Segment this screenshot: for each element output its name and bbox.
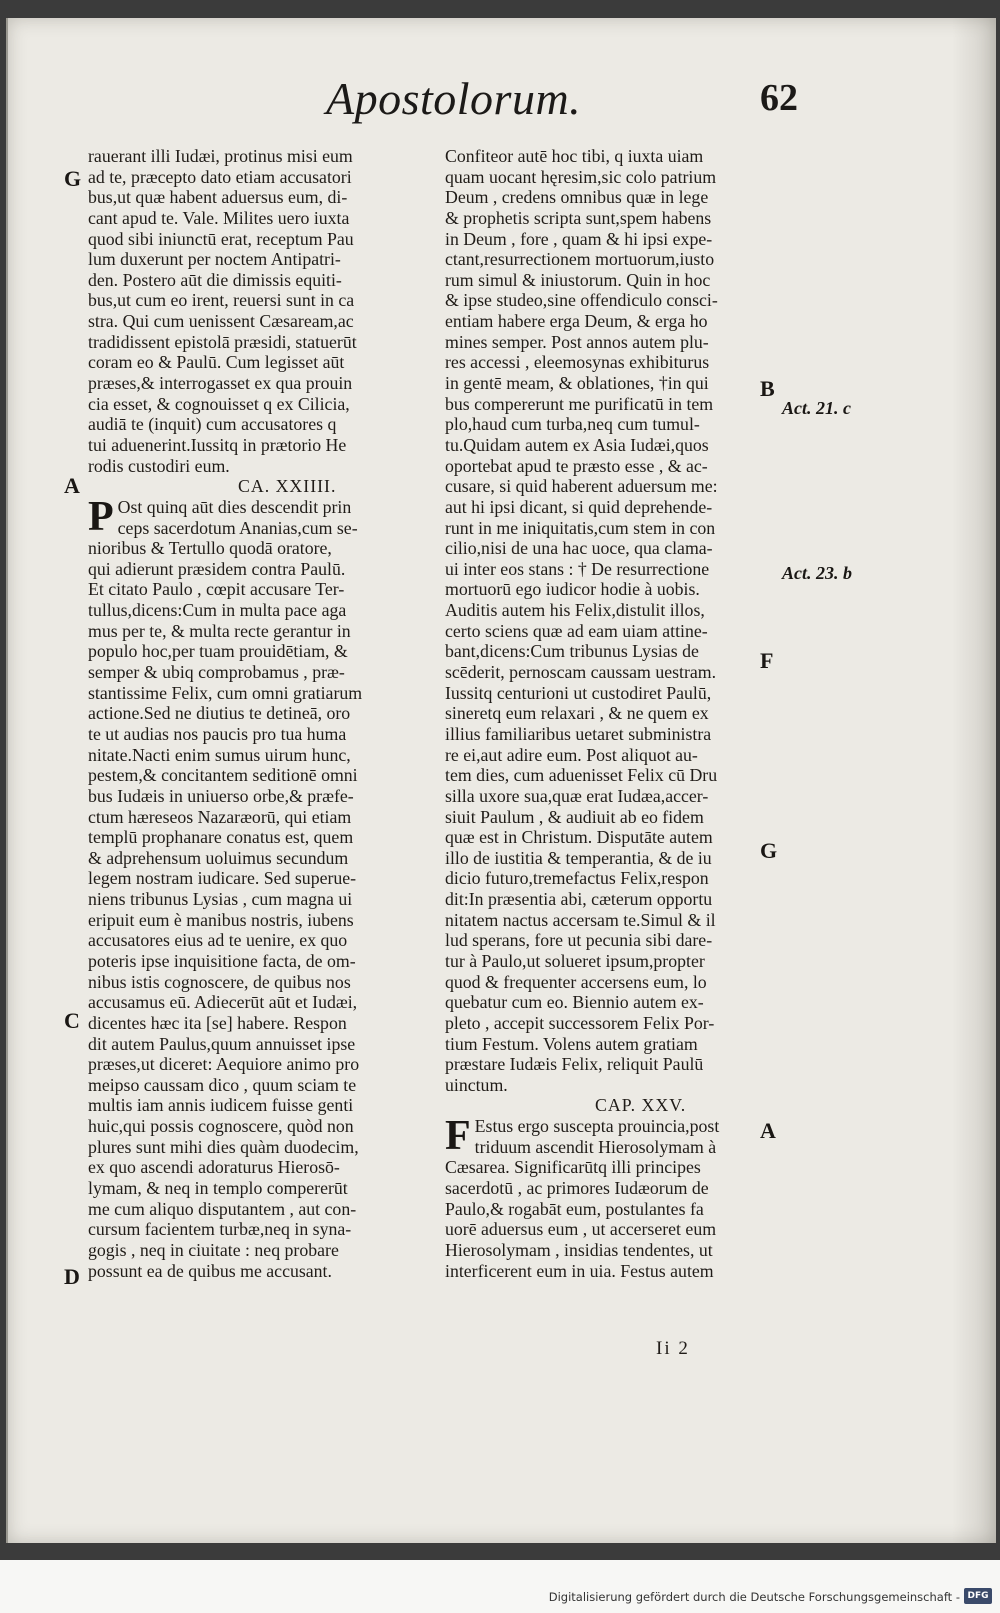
- footer-credit: Digitalisierung gefördert durch die Deutsche Forschungsgemeinschaft -: [548, 1590, 960, 1604]
- right-line: tur à Paulo,ut solueret ipsum,propter: [445, 950, 705, 971]
- left-line: cia esset, & cognouisset q ex Cilicia,: [88, 393, 350, 414]
- right-line: res accessi , eleemosynas exhibiturus: [445, 352, 710, 373]
- left-chapter-line: poteris ipse inquisitione facta, de om-: [88, 950, 356, 971]
- left-chapter-line: pestem,& concitantem seditionē omni: [88, 765, 358, 786]
- left-line: rauerant illi Iudæi, protinus misi eum: [88, 146, 353, 166]
- right-chapter-line: triduum ascendit Hierosolymam à: [474, 1136, 717, 1157]
- left-chapter-line: actione.Sed ne diutius te detineā, oro: [88, 703, 351, 724]
- left-chapter-line: Et citato Paulo , cœpit accusare Ter-: [88, 579, 345, 600]
- right-line: tem dies, cum aduenisset Felix cū Dru: [445, 765, 718, 786]
- right-chapter-line: Estus ergo suscepta prouincia,post: [474, 1116, 720, 1137]
- left-chapter-line: ceps sacerdotum Ananias,cum se-: [117, 517, 358, 538]
- left-line: stra. Qui cum uenissent Cæsaream,ac: [88, 311, 354, 332]
- left-line: den. Postero aūt die dimissis equiti-: [88, 269, 342, 290]
- left-chapter-line: Ost quinq aūt dies descendit prin: [117, 496, 352, 517]
- left-chapter-line: niens tribunus Lysias , cum magna ui: [88, 889, 353, 910]
- right-line: bant,dicens:Cum tribunus Lysias de: [445, 641, 699, 662]
- left-chapter-line: accusamus eū. Adiecerūt aūt et Iudæi,: [88, 992, 358, 1013]
- margin-letter-f: F: [760, 648, 774, 673]
- left-line: coram eo & Paulū. Cum legisset aūt: [88, 352, 345, 373]
- running-head: Apostolorum.: [326, 73, 582, 124]
- right-line: plo,haud cum turba,neq cum tumul-: [445, 414, 700, 435]
- left-chapter-line: legem nostram iudicare. Sed superue-: [88, 868, 357, 889]
- right-line: illius familiaribus uetaret subministra: [445, 723, 712, 744]
- left-chapter-line: huic,qui possis cognoscere, quòd non: [88, 1116, 354, 1137]
- left-chapter-line: nitate.Nacti enim sumus uirum hunc,: [88, 744, 351, 765]
- right-line: entiam habere erga Deum, & erga ho: [445, 311, 708, 332]
- right-chapter-heading: CAP. XXV.: [595, 1095, 687, 1116]
- left-chapter-line: accusatores eius ad te uenire, ex quo: [88, 930, 348, 951]
- right-line: dicio futuro,tremefactus Felix,respon: [445, 868, 709, 889]
- margin-letter-c: C: [64, 1008, 80, 1033]
- left-chapter-line: ex quo ascendi adoraturus Hierosō-: [88, 1157, 340, 1178]
- right-line: quebatur cum eo. Biennio autem ex-: [445, 992, 704, 1013]
- left-line: lum duxerunt per noctem Antipatri-: [88, 249, 341, 270]
- right-line: bus compererunt me purificatū in tem: [445, 393, 714, 414]
- left-chapter-line: me cum aliquo disputantem , aut con-: [88, 1198, 357, 1219]
- right-chapter-line: sacerdotū , ac primores Iudæorum de: [445, 1178, 709, 1199]
- right-line: uinctum.: [445, 1074, 508, 1095]
- right-line: siuit Paulum , & audiuit ab eo fidem: [445, 806, 704, 827]
- right-line: tu.Quidam autem ex Asia Iudæi,quos: [445, 434, 709, 455]
- left-line: bus,ut quæ habent aduersus eum, di-: [88, 187, 348, 208]
- right-line: sineretq eum relaxari , & ne quem ex: [445, 703, 709, 724]
- margin-letter-a-right: A: [760, 1118, 776, 1143]
- right-line: præstare Iudæis Felix, reliquit Paulū: [445, 1054, 704, 1075]
- right-line: quæ est in Christum. Disputāte autem: [445, 827, 713, 848]
- right-line: Auditis autem his Felix,distulit illos,: [445, 600, 705, 621]
- margin-reference-1: Act. 21. c: [782, 398, 851, 418]
- right-line: Iussitq centurioni ut custodiret Paulū,: [445, 682, 712, 703]
- right-line: ctant,resurrectionem mortuorum,iusto: [445, 249, 715, 270]
- left-chapter-line: cursum facientem turbæ,neq in syna-: [88, 1219, 352, 1240]
- left-chapter-line: meipso caussam dico , quum sciam te: [88, 1074, 357, 1095]
- margin-reference-2: Act. 23. b: [782, 563, 852, 583]
- right-chapter-line: Hierosolymam , insidias tendentes, ut: [445, 1239, 713, 1260]
- right-line: mortuorū ego iudicor hodie à uobis.: [445, 579, 700, 600]
- left-line: ad te, præcepto dato etiam accusatori: [88, 166, 352, 187]
- left-drop-initial: P: [88, 493, 114, 540]
- left-chapter-line: tullus,dicens:Cum in multa pace aga: [88, 600, 347, 621]
- right-line: illo de iustitia & temperantia, & de iu: [445, 847, 712, 868]
- right-line: lud sperans, fore ut pecunia sibi dare-: [445, 930, 713, 951]
- right-line: aut hi ipsi dicant, si quid deprehende-: [445, 496, 713, 517]
- left-chapter-line: gogis , neq in ciuitate : neq probare: [88, 1239, 339, 1260]
- right-line: cilio,nisi de una hac uoce, qua clama-: [445, 538, 713, 559]
- left-chapter-line: præses,ut diceret: Aequiore animo pro: [88, 1054, 360, 1075]
- right-line: rum simul & iniustorum. Quin in hoc: [445, 269, 711, 290]
- page-number: 62: [760, 77, 798, 119]
- left-chapter-line: dicentes hæc ita [se] habere. Respon: [88, 1012, 347, 1033]
- right-chapter-line: Cæsarea. Significarūtq illi principes: [445, 1157, 701, 1178]
- signature-mark: Ii 2: [656, 1338, 690, 1359]
- right-line: tium Festum. Volens autem gratiam: [445, 1033, 698, 1054]
- left-line: quod sibi iniunctū erat, receptum Pau: [88, 228, 354, 249]
- left-chapter-line: bus Iudæis in uniuerso orbe,& præfe-: [88, 785, 354, 806]
- left-line: præses,& interrogasset ex qua prouin: [88, 373, 353, 394]
- right-chapter-line: interficerent eum in uia. Festus autem: [445, 1260, 714, 1281]
- right-line: re ei,aut adire eum. Post aliquot au-: [445, 744, 698, 765]
- left-line: tradidissent epistolā præsidi, statuerūt: [88, 331, 357, 352]
- right-line: pleto , accepit successorem Felix Por-: [445, 1012, 715, 1033]
- right-chapter-line: uorē aduersus eum , ut accerseret eum: [445, 1219, 717, 1240]
- left-line: bus,ut cum eo irent, reuersi sunt in ca: [88, 290, 355, 311]
- left-chapter-line: possunt ea de quibus me accusant.: [88, 1260, 332, 1281]
- left-chapter-line: populo hoc,per tuam prouidētiam, &: [88, 641, 348, 662]
- left-chapter-line: qui adierunt præsidem contra Paulū.: [88, 558, 346, 579]
- right-line: & ipse studeo,sine offendiculo consci-: [445, 290, 718, 311]
- right-line: runt in me iniquitatis,cum stem in con: [445, 517, 716, 538]
- right-line: in gentē meam, & oblationes, †in qui: [445, 373, 709, 394]
- right-line: dit:In præsentia abi, cæterum opportu: [445, 889, 713, 910]
- left-chapter-line: multis iam annis iudicem fuisse genti: [88, 1095, 354, 1116]
- left-chapter-line: nibus istis cognoscere, de quibus nos: [88, 971, 351, 992]
- book-page: [6, 18, 996, 1543]
- left-chapter-line: mus per te, & multa recte gerantur in: [88, 620, 351, 641]
- left-chapter-line: semper & ubiq comprobamus , præ-: [88, 662, 345, 683]
- right-column: [445, 146, 778, 1281]
- right-line: nitatem nactus accersam te.Simul & il: [445, 909, 716, 930]
- margin-letter-d: D: [64, 1264, 80, 1289]
- left-chapter-line: & adprehensum uoluimus secundum: [88, 847, 349, 868]
- left-chapter-line: stantissime Felix, cum omni gratiarum: [88, 682, 363, 703]
- right-line: ui inter eos stans : † De resurrectione: [445, 558, 710, 579]
- left-line: rodis custodiri eum.: [88, 455, 230, 476]
- right-drop-initial: F: [445, 1113, 471, 1160]
- left-line: audiā te (inquit) cum accusatores q: [88, 414, 337, 435]
- margin-letter-b: B: [760, 376, 775, 401]
- right-line: scēderit, pernoscam caussam uestram.: [445, 662, 717, 683]
- right-line: oportebat apud te præsto esse , & ac-: [445, 455, 708, 476]
- left-chapter-line: ctum hæreseos Nazaræorū, qui etiam: [88, 806, 352, 827]
- dfg-logo: DFG: [964, 1588, 992, 1604]
- left-chapter-line: nioribus & Tertullo quodā oratore,: [88, 538, 332, 559]
- right-line: Confiteor autē hoc tibi, q iuxta uiam: [445, 146, 704, 166]
- right-line: silla uxore sua,quæ erat Iudæa,accer-: [445, 785, 709, 806]
- right-chapter-line: Paulo,& rogabāt eum, postulantes fa: [445, 1198, 704, 1219]
- left-chapter-line: eripuit eum è manibus nostris, iubens: [88, 909, 354, 930]
- left-chapter-line: plures sunt mihi dies quàm duodecim,: [88, 1136, 359, 1157]
- right-line: cusare, si quid haberent aduersum me:: [445, 476, 718, 497]
- left-column: [88, 146, 428, 1281]
- margin-letter-a: A: [64, 473, 80, 498]
- right-line: & prophetis scripta sunt,spem habens: [445, 207, 712, 228]
- left-chapter-line: te ut audias nos paucis pro tua huma: [88, 723, 347, 744]
- page-gutter-shadow: [952, 18, 996, 1543]
- left-chapter-line: templū prophanare conatus est, quem: [88, 827, 354, 848]
- left-line: tui aduenerint.Iussitq in prætorio He: [88, 434, 347, 455]
- footer-bar: [0, 1560, 1000, 1613]
- right-line: in Deum , fore , quam & hi ipsi expe-: [445, 228, 713, 249]
- left-chapter-line: dit autem Paulus,quum annuisset ipse: [88, 1033, 356, 1054]
- right-line: quam uocant hęresim,sic colo patrium: [445, 166, 717, 187]
- left-chapter-line: lymam, & neq in templo compererūt: [88, 1178, 348, 1199]
- left-chapter-heading: CA. XXIIII.: [238, 476, 337, 497]
- right-line: Deum , credens omnibus quæ in lege: [445, 187, 709, 208]
- right-line: certo sciens quæ ad eam uiam attine-: [445, 620, 708, 641]
- right-line: quod & frequenter accersens eum, lo: [445, 971, 707, 992]
- right-line: mines semper. Post annos autem plu-: [445, 331, 709, 352]
- margin-letter-g-right: G: [760, 838, 778, 863]
- left-line: cant apud te. Vale. Milites uero iuxta: [88, 207, 350, 228]
- margin-letter-g: G: [64, 166, 82, 191]
